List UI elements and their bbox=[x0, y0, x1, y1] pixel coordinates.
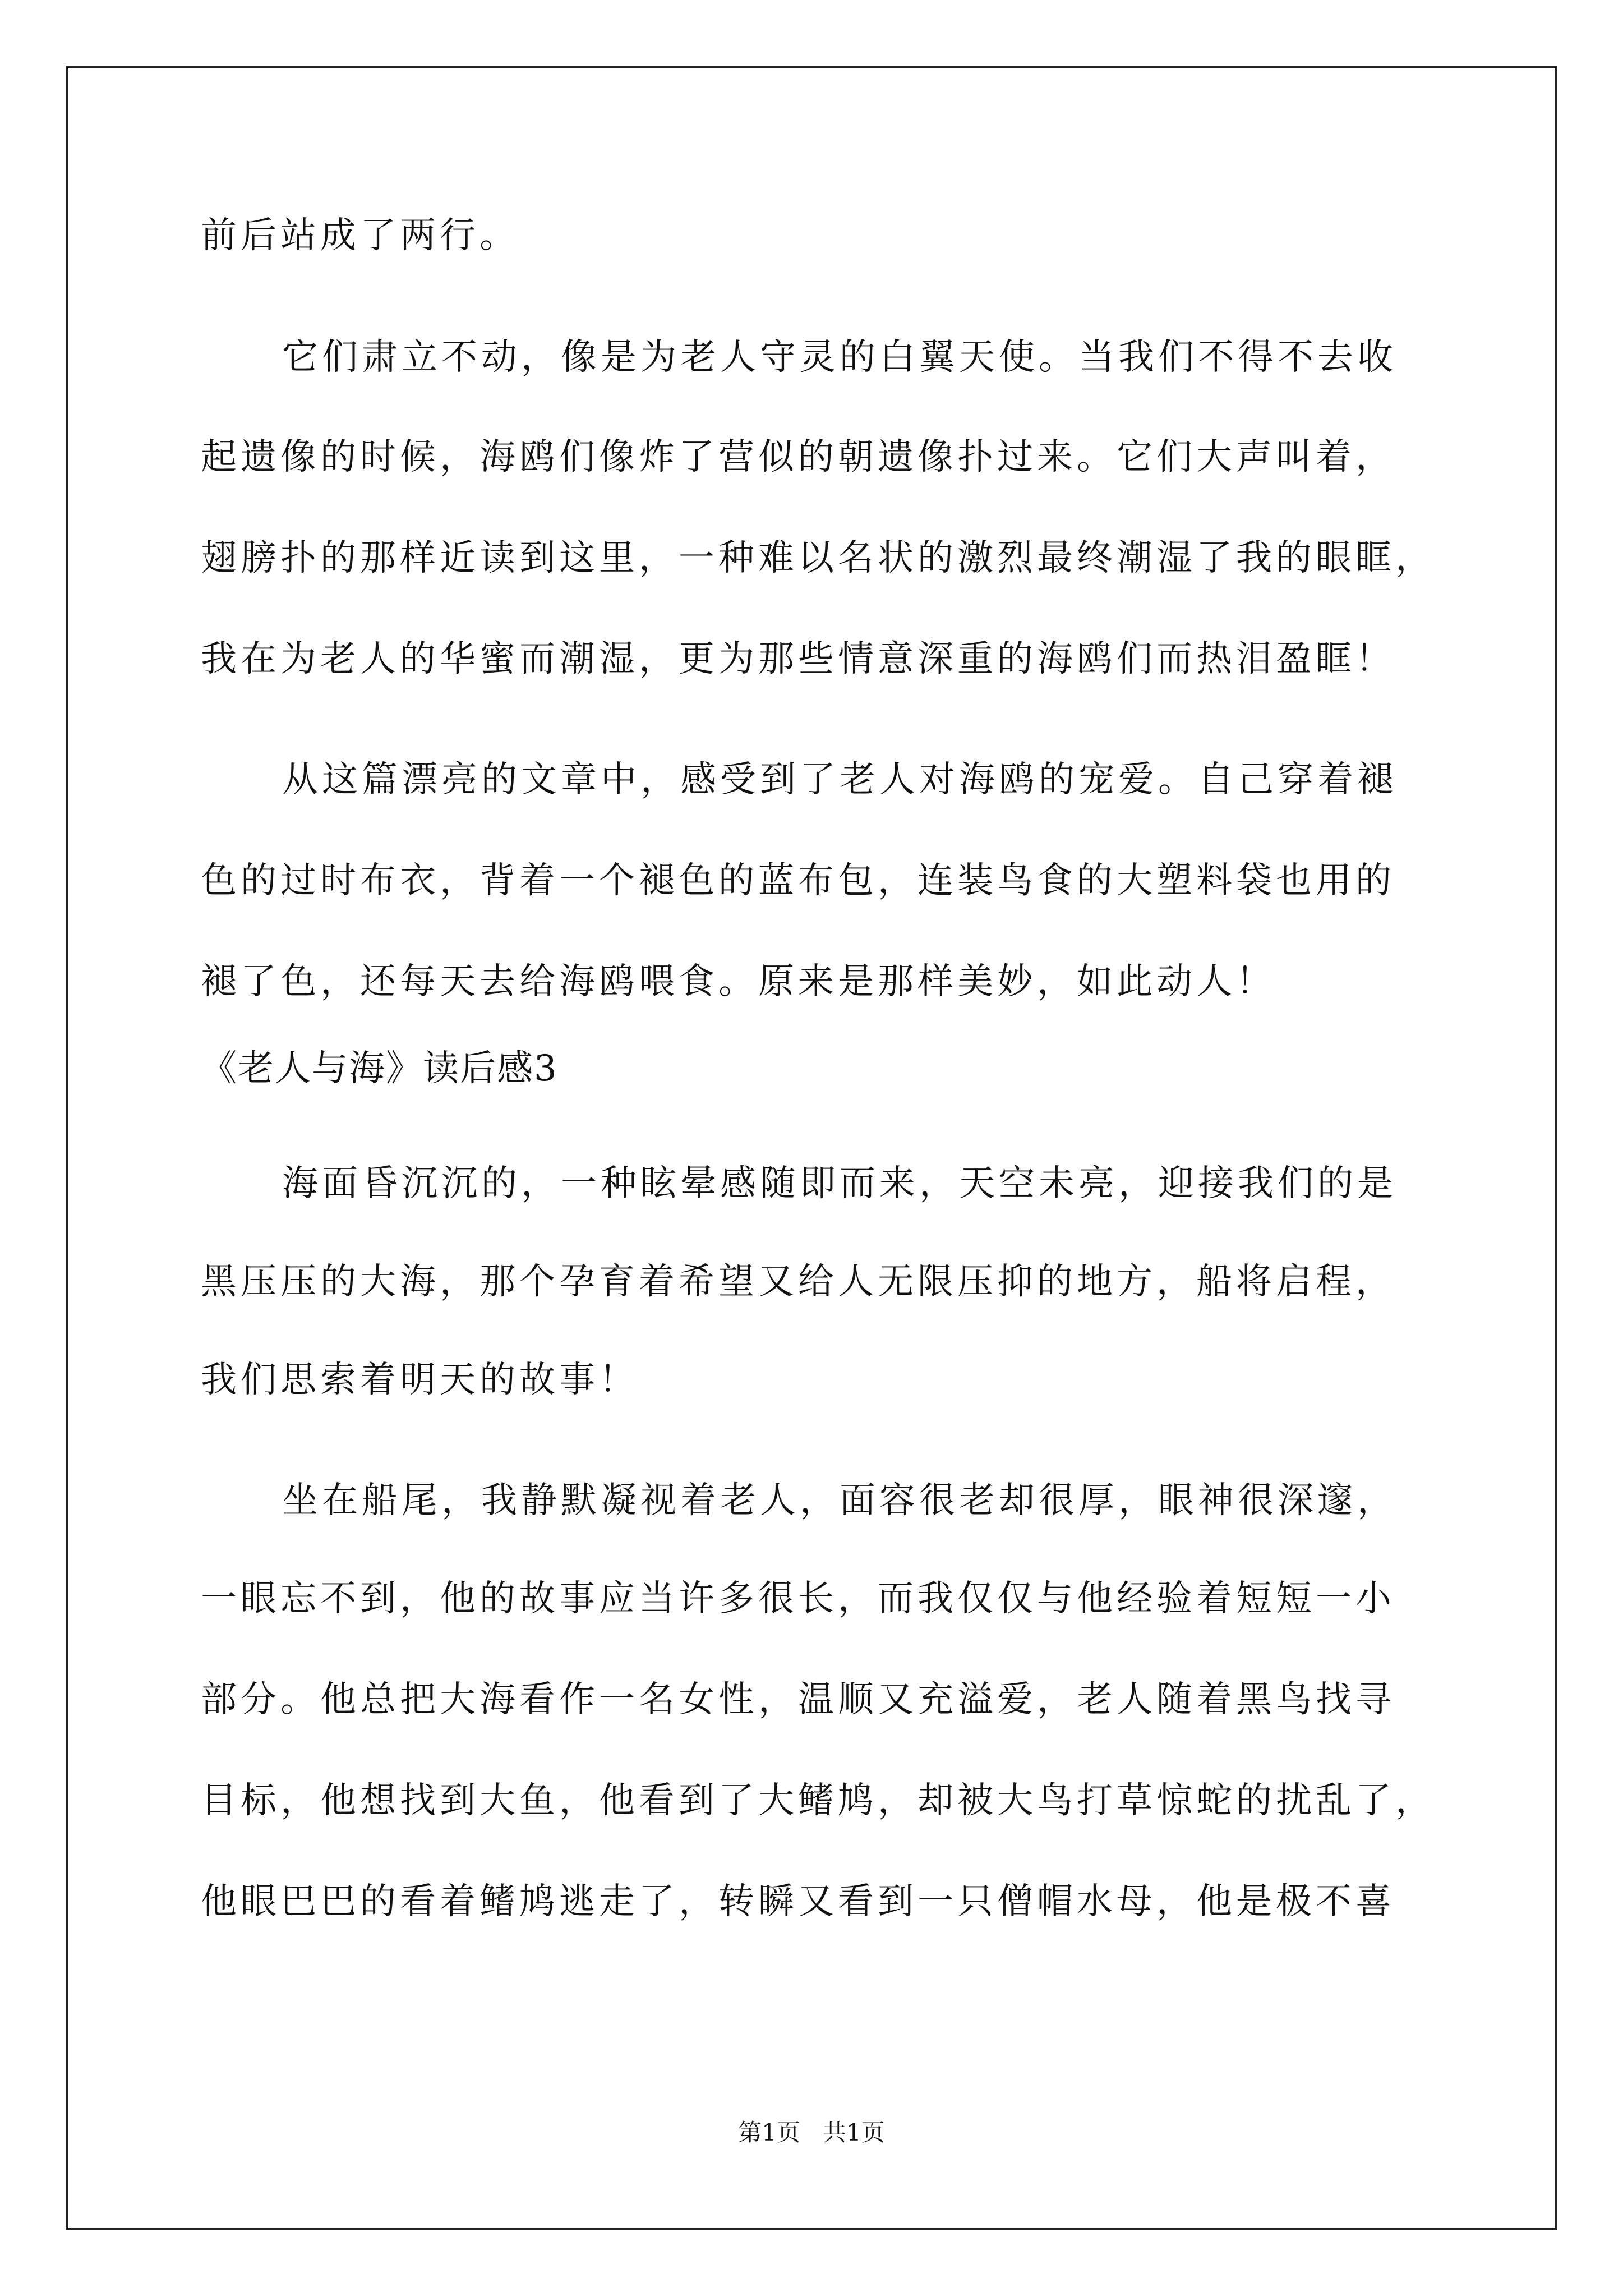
text-line-12: 我们思索着明天的故事！ bbox=[201, 1359, 639, 1401]
text-line-4: 翅膀扑的那样近读到这里，一种难以名状的激烈最终潮湿了我的眼眶， bbox=[201, 537, 1435, 579]
text-line-1: 前后站成了两行。 bbox=[201, 215, 519, 256]
text-line-2: 它们肃立不动，像是为老人守灵的白翼天使。当我们不得不去收 bbox=[282, 337, 1397, 378]
text-line-16: 目标，他想找到大鱼，他看到了大鳍鸠，却被大鸟打草惊蛇的扰乱了， bbox=[201, 1780, 1435, 1821]
text-line-13: 坐在船尾，我静默凝视着老人，面容很老却很厚，眼神很深邃， bbox=[282, 1480, 1397, 1521]
text-line-3: 起遗像的时候，海鸥们像炸了营似的朝遗像扑过来。它们大声叫着， bbox=[201, 436, 1395, 478]
text-line-6: 从这篇漂亮的文章中，感受到了老人对海鸥的宠爱。自己穿着褪 bbox=[282, 759, 1397, 800]
section-heading: 《老人与海》读后感3 bbox=[201, 1048, 558, 1089]
text-line-8: 褪了色，还每天去给海鸥喂食。原来是那样美妙，如此动人！ bbox=[201, 961, 1276, 1002]
text-line-14: 一眼忘不到，他的故事应当许多很长，而我仅仅与他经验着短短一小 bbox=[201, 1578, 1395, 1619]
text-line-17: 他眼巴巴的看着鳍鸠逃走了，转瞬又看到一只僧帽水母，他是极不喜 bbox=[201, 1881, 1395, 1922]
text-line-11: 黑压压的大海，那个孕育着希望又给人无限压抑的地方，船将启程， bbox=[201, 1261, 1395, 1303]
text-line-15: 部分。他总把大海看作一名女性，温顺又充溢爱，老人随着黑鸟找寻 bbox=[201, 1679, 1395, 1720]
text-line-7: 色的过时布衣，背着一个褪色的蓝布包，连装鸟食的大塑料袋也用的 bbox=[201, 860, 1395, 901]
page-footer: 第1页 共1页 bbox=[738, 2119, 885, 2146]
text-line-5: 我在为老人的华蜜而潮湿，更为那些情意深重的海鸥们而热泪盈眶！ bbox=[201, 638, 1395, 680]
text-line-10: 海面昏沉沉的，一种眩晕感随即而来，天空未亮，迎接我们的是 bbox=[282, 1163, 1397, 1204]
